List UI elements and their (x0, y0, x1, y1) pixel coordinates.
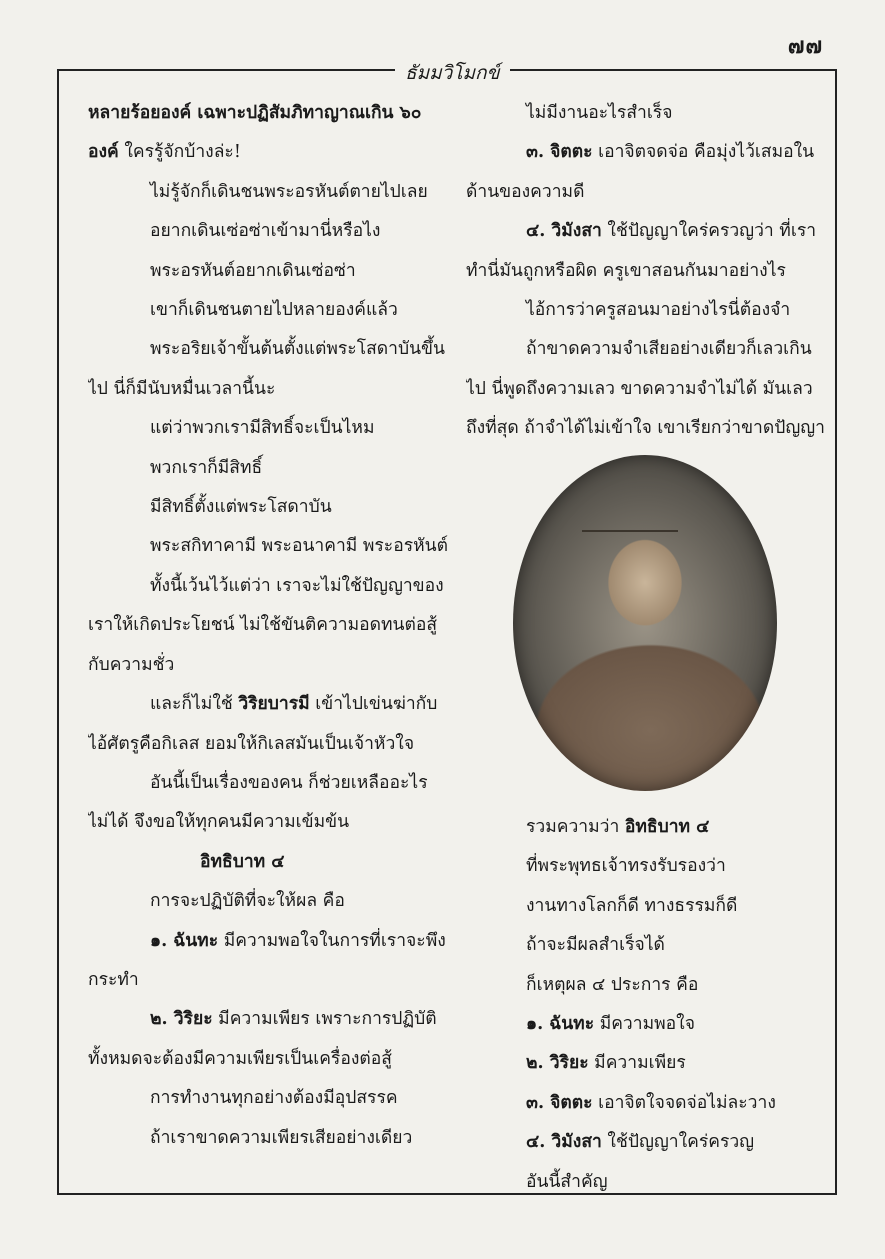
text-line (466, 1123, 826, 1162)
bold-term: องค์ (88, 142, 119, 163)
text-line (466, 370, 826, 409)
text-run: ก็เหตุผล ๔ ประการ คือ (526, 974, 699, 995)
bold-term: หลายร้อยองค์ เฉพาะปฏิสัมภิทาญาณเกิน ๖๐ (88, 103, 422, 123)
text-run: การจะปฏิบัติที่จะให้ผล คือ (150, 891, 345, 912)
text-line (88, 370, 458, 409)
text-line (88, 488, 458, 527)
text-run: ไอ้การว่าครูสอนมาอย่างไรนี่ต้องจำ (526, 300, 791, 321)
text-run: มีความพอใจในการที่เราจะพึง (218, 930, 446, 951)
text-line (88, 764, 458, 803)
text-line (88, 1000, 458, 1039)
right-column-top (466, 94, 826, 449)
text-line (466, 1005, 826, 1044)
text-run: อยากเดินเซ่อซ่าเข้ามานี่หรือไง (150, 221, 381, 242)
bold-term: ๔. วิมังสา (526, 221, 602, 242)
text-run: รวมความว่า (526, 817, 625, 837)
bold-term: วิริยบารมี (238, 694, 310, 715)
text-run: เขาก็เดินชนตายไปหลายองค์แล้ว (150, 300, 398, 321)
text-run: ที่พระพุทธเจ้าทรงรับรองว่า (526, 856, 726, 877)
text-line (88, 685, 458, 724)
text-run: เอาจิตใจจดจ่อไม่ละวาง (592, 1092, 776, 1113)
text-run: และก็ไม่ใช้ (150, 694, 239, 715)
text-line (88, 1119, 458, 1158)
text-line (88, 133, 458, 172)
text-run: อันนี้สำคัญ (526, 1171, 608, 1192)
text-run: ทั้งนี้เว้นไว้แต่ว่า เราจะไม่ใช้ปัญญาของ (150, 575, 444, 596)
text-line (88, 409, 458, 448)
text-run: ใครรู้จักบ้างล่ะ! (118, 142, 241, 163)
text-line (466, 291, 826, 330)
text-run: มีความเพียร (588, 1053, 686, 1074)
text-run: ด้านของความดี (466, 181, 585, 202)
bold-term: อิทธิบาท ๔ (200, 851, 285, 872)
text-line (88, 252, 458, 291)
text-line (88, 606, 458, 645)
text-line (88, 803, 458, 842)
bold-term: ๑. ฉันทะ (150, 930, 219, 951)
bold-term: ๑. ฉันทะ (526, 1014, 595, 1035)
text-run: พวกเราก็มีสิทธิ์ (150, 457, 263, 478)
text-run: ไอ้ศัตรูคือกิเลส ยอมให้กิเลสมันเป็นเจ้าหัวใจ (88, 733, 415, 754)
text-line (88, 527, 458, 566)
text-line (88, 212, 458, 251)
text-line (466, 133, 826, 172)
left-column (88, 94, 458, 1158)
text-line (466, 887, 826, 926)
text-line (88, 1040, 458, 1079)
text-run: งานทางโลกก็ดี ทางธรรมก็ดี (526, 895, 738, 916)
text-line (466, 808, 826, 847)
text-run: ถึงที่สุด ถ้าจำได้ไม่เข้าใจ เขาเรียกว่าขาดปัญญา (466, 418, 825, 439)
text-line (88, 843, 458, 882)
bold-term: ๓. จิตตะ (526, 142, 593, 163)
text-run: ไป นี่ก็มีนับหมื่นเวลานี้นะ (88, 378, 276, 399)
text-run: ไป นี่พูดถึงความเลว ขาดความจำไม่ได้ มันเลว (466, 378, 813, 399)
page-number: ๗๗ (787, 33, 823, 59)
text-line (466, 966, 826, 1005)
text-line (88, 449, 458, 488)
text-run: มีความพอใจ (594, 1014, 695, 1035)
text-run: เราให้เกิดประโยชน์ ไม่ใช้ขันติความอดทนต่อสู้ (88, 615, 438, 636)
text-run: ทั้งหมดจะต้องมีความเพียรเป็นเครื่องต่อสู้ (88, 1048, 392, 1069)
bold-term: ๔. วิมังสา (526, 1132, 602, 1153)
text-run: ทำนี่มันถูกหรือผิด ครูเขาสอนกันมาอย่างไร (466, 260, 786, 281)
text-run: ถ้าจะมีผลสำเร็จได้ (526, 935, 665, 956)
text-line (88, 330, 458, 369)
text-run: เอาจิตจดจ่อ คือมุ่งไว้เสมอใน (592, 142, 815, 163)
text-line (466, 847, 826, 886)
text-line (88, 646, 458, 685)
text-line (466, 94, 826, 133)
bold-term: ๒. วิริยะ (150, 1009, 213, 1030)
text-line (466, 1163, 826, 1202)
text-run: มีความเพียร เพราะการปฏิบัติ (212, 1009, 437, 1030)
text-line (88, 94, 458, 133)
text-line (88, 961, 458, 1000)
text-run: พระอรหันต์อยากเดินเซ่อซ่า (150, 260, 356, 281)
text-run: กับความชั่ว (88, 654, 175, 675)
text-run: กระทำ (88, 969, 139, 990)
monk-portrait-photo (513, 455, 777, 791)
bold-term: ๒. วิริยะ (526, 1053, 589, 1074)
text-run: ไม่มีงานอะไรสำเร็จ (526, 103, 673, 123)
text-line (88, 567, 458, 606)
text-line (88, 1079, 458, 1118)
text-run: แต่ว่าพวกเรามีสิทธิ์จะเป็นไหม (150, 418, 375, 439)
right-column-bottom (466, 808, 826, 1202)
text-line (466, 173, 826, 212)
text-run: ถ้าเราขาดความเพียรเสียอย่างเดียว (150, 1127, 413, 1148)
text-run: ใช้ปัญญาใคร่ครวญว่า ที่เรา (601, 221, 817, 242)
text-line (466, 1084, 826, 1123)
text-run: ถ้าขาดความจำเสียอย่างเดียวก็เลวเกิน (526, 339, 812, 360)
text-run: การทำงานทุกอย่างต้องมีอุปสรรค (150, 1088, 398, 1109)
text-line (88, 173, 458, 212)
text-run: พระอริยเจ้าขั้นต้นตั้งแต่พระโสดาบันขึ้น (150, 339, 445, 360)
text-run: เข้าไปเข่นฆ่ากับ (309, 694, 438, 715)
text-line (466, 926, 826, 965)
text-line (466, 330, 826, 369)
text-run: ไม่รู้จักก็เดินชนพระอรหันต์ตายไปเลย (150, 181, 428, 202)
text-line (466, 409, 826, 448)
text-line (88, 725, 458, 764)
bold-term: ๓. จิตตะ (526, 1092, 593, 1113)
text-line (88, 922, 458, 961)
text-run: พระสกิทาคามี พระอนาคามี พระอรหันต์ (150, 536, 448, 557)
running-head: ธัมมวิโมกข์ (395, 58, 510, 88)
text-run: มีสิทธิ์ตั้งแต่พระโสดาบัน (150, 497, 332, 518)
portrait-glasses (582, 530, 678, 556)
text-run: อันนี้เป็นเรื่องของคน ก็ช่วยเหลืออะไร (150, 772, 428, 793)
text-run: ใช้ปัญญาใคร่ครวญ (601, 1132, 755, 1153)
text-line (88, 882, 458, 921)
text-line (466, 212, 826, 251)
text-line (466, 252, 826, 291)
bold-term: อิทธิบาท ๔ (624, 817, 710, 837)
text-line (466, 1044, 826, 1083)
text-line (88, 291, 458, 330)
text-run: ไม่ได้ จึงขอให้ทุกคนมีความเข้มข้น (88, 812, 350, 833)
